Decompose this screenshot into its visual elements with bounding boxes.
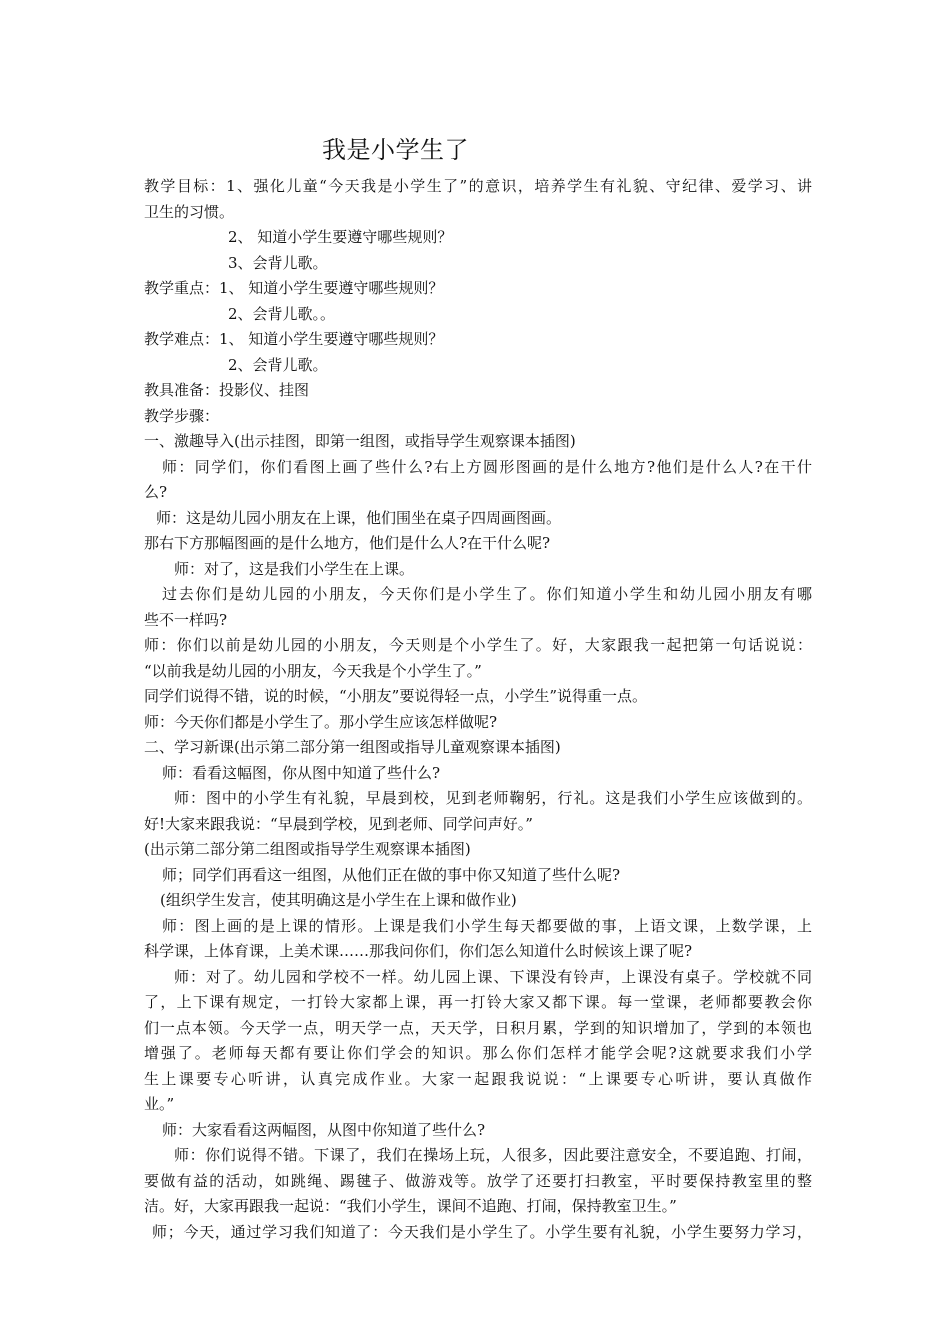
document-body: [144, 174, 812, 1245]
paragraph-line: 过去你们是幼儿园的小朋友，今天你们是小学生了。你们知道小学生和幼儿园小朋友有哪: [162, 585, 812, 603]
paragraph-line: 2、会背儿歌。。: [228, 304, 336, 323]
paragraph-line: 教具准备：投影仪、挂图: [144, 381, 310, 399]
paragraph-line: “以前我是幼儿园的小朋友，今天我是个小学生了。”: [144, 661, 482, 680]
paragraph-line: 2、 知道小学生要遵守哪些规则？: [228, 228, 453, 246]
paragraph-line: 要做有益的活动，如跳绳、踢毽子、做游戏等。放学了还要打扫教室，平时要保持教室里的整: [144, 1171, 812, 1190]
paragraph-line: 师：今天你们都是小学生了。那小学生应该怎样做呢?: [144, 712, 498, 731]
document-title: 我是小学生了: [322, 136, 469, 164]
paragraph-line: 些不一样吗?: [144, 610, 228, 629]
paragraph-line: 那右下方那幅图画的是什么地方，他们是什么人?在干什么呢?: [144, 534, 551, 552]
section-heading: 二、学习新课(出示第二部分第一组图或指导儿童观察课本插图): [144, 738, 561, 756]
paragraph-line: 教学目标：1、强化儿童“今天我是小学生了”的意识，培养学生有礼貌、守纪律、爱学习、讲: [144, 177, 812, 195]
paragraph-line: 师：你们以前是幼儿园的小朋友，今天则是个小学生了。好，大家跟我一起把第一句话说说：: [144, 636, 812, 654]
section-heading: 一、激趣导入(出示挂图，即第一组图，或指导学生观察课本插图): [144, 432, 576, 450]
paragraph-line: 卫生的习惯。: [144, 202, 235, 221]
paragraph-line: 洁。好，大家再跟我一起说：“我们小学生，课间不追跑、打闹，保持教室卫生。”: [144, 1197, 677, 1215]
paragraph-line: 师：大家看看这两幅图，从图中你知道了些什么?: [162, 1120, 486, 1139]
paragraph-line: 师：图中的小学生有礼貌，早晨到校，见到老师鞠躬，行礼。这是我们小学生应该做到的。: [174, 789, 812, 807]
paragraph-line: 教学步骤：: [144, 406, 220, 425]
paragraph-line: 师；今天，通过学习我们知道了：今天我们是小学生了。小学生要有礼貌，小学生要努力学习，: [152, 1222, 812, 1241]
paragraph-line: (出示第二部分第二组图或指导学生观察课本插图): [144, 840, 471, 858]
paragraph-line: 师：对了，这是我们小学生在上课。: [174, 559, 415, 578]
paragraph-line: 师：这是幼儿园小朋友在上课，他们围坐在桌子四周画图画。: [156, 508, 562, 527]
paragraph-line: 么?: [144, 483, 168, 501]
paragraph-line: 增强了。老师每天都有要让你们学会的知识。那么你们怎样才能学会呢?这就要求我们小学: [144, 1044, 812, 1062]
paragraph-line: 教学重点：1、 知道小学生要遵守哪些规则？: [144, 279, 444, 297]
paragraph-line: 教学难点：1、 知道小学生要遵守哪些规则？: [144, 330, 444, 348]
paragraph-line: 师：同学们，你们看图上画了些什么?右上方圆形图画的是什么地方?他们是什么人?在干什: [162, 457, 812, 476]
paragraph-line: (组织学生发言，使其明确这是小学生在上课和做作业): [160, 891, 517, 909]
paragraph-line: 了，上下课有规定，一打铃大家都上课，再一打铃大家又都下课。每一堂课，老师都要教会你: [144, 993, 812, 1011]
paragraph-line: 师：你们说得不错。下课了，我们在操场上玩，人很多，因此要注意安全，不要追跑、打闹，: [174, 1146, 812, 1164]
paragraph-line: 师：图上画的是上课的情形。上课是我们小学生每天都要做的事，上语文课，上数学课，上: [162, 916, 812, 935]
paragraph-line: 科学课，上体育课，上美术课……那我问你们，你们怎么知道什么时候该上课了呢?: [144, 942, 693, 960]
paragraph-line: 业。”: [144, 1095, 175, 1113]
paragraph-line: 师；同学们再看这一组图，从他们正在做的事中你又知道了些什么呢?: [162, 865, 621, 884]
paragraph-line: 师：对了。幼儿园和学校不一样。幼儿园上课、下课没有铃声，上课没有桌子。学校就不同: [174, 967, 812, 986]
paragraph-line: 同学们说得不错，说的时候，“小朋友”要说得轻一点，小学生”说得重一点。: [144, 687, 648, 705]
paragraph-line: 2、会背儿歌。: [228, 355, 328, 374]
paragraph-line: 生上课要专心听讲，认真完成作业。大家一起跟我说说：“上课要专心听讲，要认真做作: [144, 1069, 812, 1088]
paragraph-line: 师：看看这幅图，你从图中知道了些什么?: [162, 763, 441, 782]
paragraph-line: 们一点本领。今天学一点，明天学一点，天天学，日积月累，学到的知识增加了，学到的本领也: [144, 1018, 812, 1037]
paragraph-line: 好!大家来跟我说：“早晨到学校，见到老师、同学问声好。”: [144, 814, 533, 833]
paragraph-line: 3、会背儿歌。: [228, 253, 328, 272]
